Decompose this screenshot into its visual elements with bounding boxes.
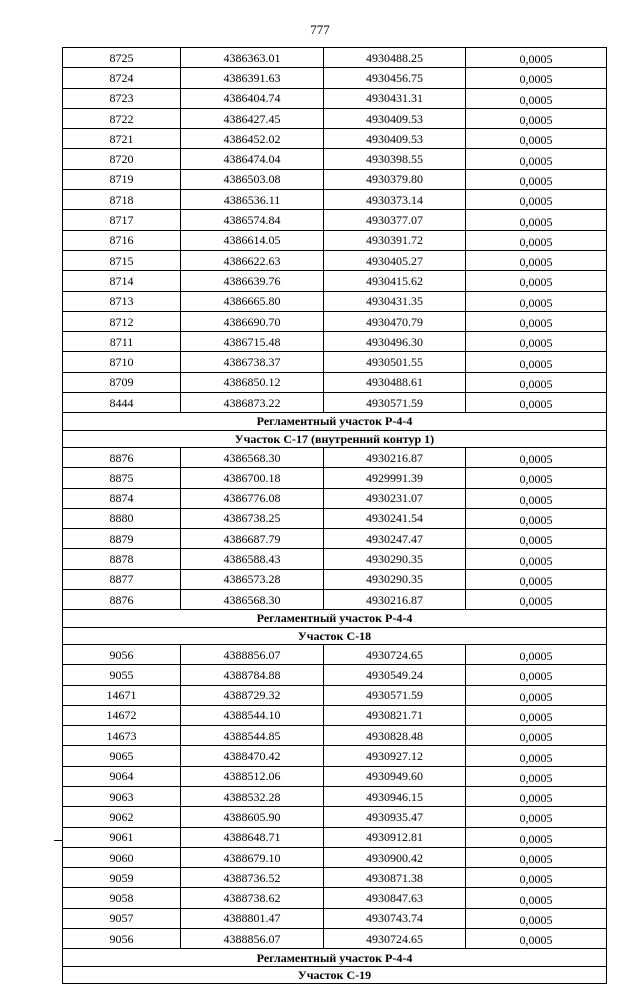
- table-row: [63, 590, 607, 610]
- table-row: [63, 746, 607, 766]
- section-heading: Регламентный участок Р-4-4: [63, 413, 607, 430]
- y-coordinate-cell: 4930935.47: [324, 807, 466, 827]
- y-coordinate-cell: 4930900.42: [324, 847, 466, 867]
- deviation-cell: 0,0005: [466, 271, 607, 291]
- table-row: [63, 488, 607, 508]
- deviation-cell: 0,0005: [466, 311, 607, 331]
- deviation-cell: 0,0005: [466, 868, 607, 888]
- y-coordinate-cell: 4930379.80: [324, 169, 466, 189]
- x-coordinate-cell: 4388856.07: [181, 929, 324, 949]
- y-coordinate-cell: 4930946.15: [324, 786, 466, 806]
- deviation-cell: 0,0005: [466, 108, 607, 128]
- section-heading-row: [63, 430, 607, 447]
- section-heading-row: [63, 413, 607, 430]
- point-number-cell: 8722: [63, 108, 181, 128]
- point-number-cell: 9058: [63, 888, 181, 908]
- y-coordinate-cell: 4930241.54: [324, 508, 466, 528]
- table-row: [63, 665, 607, 685]
- table-row: [63, 372, 607, 392]
- page-number: 777: [310, 22, 330, 37]
- x-coordinate-cell: 4388784.88: [181, 665, 324, 685]
- x-coordinate-cell: 4388801.47: [181, 908, 324, 928]
- x-coordinate-cell: 4386536.11: [181, 190, 324, 210]
- point-number-cell: 8711: [63, 332, 181, 352]
- x-coordinate-cell: 4386474.04: [181, 149, 324, 169]
- table-row: [63, 48, 607, 68]
- deviation-cell: 0,0005: [466, 766, 607, 786]
- table-row: [63, 868, 607, 888]
- table-row: [63, 644, 607, 664]
- deviation-cell: 0,0005: [466, 88, 607, 108]
- y-coordinate-cell: 4930377.07: [324, 210, 466, 230]
- coordinates-table-container: [62, 47, 606, 984]
- point-number-cell: 8709: [63, 372, 181, 392]
- table-row: [63, 230, 607, 250]
- point-number-cell: 8876: [63, 590, 181, 610]
- y-coordinate-cell: 4930571.59: [324, 393, 466, 413]
- y-coordinate-cell: 4930912.81: [324, 827, 466, 847]
- x-coordinate-cell: 4386687.79: [181, 529, 324, 549]
- y-coordinate-cell: 4930405.27: [324, 250, 466, 270]
- x-coordinate-cell: 4386738.25: [181, 508, 324, 528]
- point-number-cell: 9057: [63, 908, 181, 928]
- y-coordinate-cell: 4930549.24: [324, 665, 466, 685]
- deviation-cell: 0,0005: [466, 569, 607, 589]
- deviation-cell: 0,0005: [466, 929, 607, 949]
- table-row: [63, 549, 607, 569]
- deviation-cell: 0,0005: [466, 827, 607, 847]
- y-coordinate-cell: 4930398.55: [324, 149, 466, 169]
- x-coordinate-cell: 4386574.84: [181, 210, 324, 230]
- deviation-cell: 0,0005: [466, 68, 607, 88]
- point-number-cell: 14671: [63, 685, 181, 705]
- y-coordinate-cell: 4930496.30: [324, 332, 466, 352]
- section-heading: Участок С-19: [63, 966, 607, 983]
- x-coordinate-cell: 4388738.62: [181, 888, 324, 908]
- deviation-cell: 0,0005: [466, 908, 607, 928]
- y-coordinate-cell: 4930290.35: [324, 569, 466, 589]
- y-coordinate-cell: 4930470.79: [324, 311, 466, 331]
- coordinates-table: [62, 47, 607, 984]
- table-row: [63, 508, 607, 528]
- x-coordinate-cell: 4386738.37: [181, 352, 324, 372]
- x-coordinate-cell: 4386639.76: [181, 271, 324, 291]
- y-coordinate-cell: 4929991.39: [324, 468, 466, 488]
- x-coordinate-cell: 4386873.22: [181, 393, 324, 413]
- point-number-cell: 9060: [63, 847, 181, 867]
- x-coordinate-cell: 4386665.80: [181, 291, 324, 311]
- table-row: [63, 929, 607, 949]
- x-coordinate-cell: 4386776.08: [181, 488, 324, 508]
- deviation-cell: 0,0005: [466, 508, 607, 528]
- table-row: [63, 271, 607, 291]
- point-number-cell: 8712: [63, 311, 181, 331]
- deviation-cell: 0,0005: [466, 746, 607, 766]
- x-coordinate-cell: 4386391.63: [181, 68, 324, 88]
- table-row: [63, 291, 607, 311]
- table-row: [63, 169, 607, 189]
- point-number-cell: 14672: [63, 705, 181, 725]
- deviation-cell: 0,0005: [466, 705, 607, 725]
- deviation-cell: 0,0005: [466, 169, 607, 189]
- y-coordinate-cell: 4930456.75: [324, 68, 466, 88]
- deviation-cell: 0,0005: [466, 332, 607, 352]
- table-row: [63, 786, 607, 806]
- point-number-cell: 8875: [63, 468, 181, 488]
- table-row: [63, 726, 607, 746]
- x-coordinate-cell: 4386427.45: [181, 108, 324, 128]
- y-coordinate-cell: 4930949.60: [324, 766, 466, 786]
- deviation-cell: 0,0005: [466, 468, 607, 488]
- y-coordinate-cell: 4930391.72: [324, 230, 466, 250]
- deviation-cell: 0,0005: [466, 847, 607, 867]
- section-heading-row: [63, 949, 607, 966]
- x-coordinate-cell: 4386363.01: [181, 48, 324, 68]
- table-row: [63, 68, 607, 88]
- y-coordinate-cell: 4930415.62: [324, 271, 466, 291]
- deviation-cell: 0,0005: [466, 807, 607, 827]
- table-row: [63, 888, 607, 908]
- table-row: [63, 250, 607, 270]
- y-coordinate-cell: 4930216.87: [324, 447, 466, 467]
- section-heading: Регламентный участок Р-4-4: [63, 949, 607, 966]
- deviation-cell: 0,0005: [466, 590, 607, 610]
- y-coordinate-cell: 4930724.65: [324, 929, 466, 949]
- x-coordinate-cell: 4388544.85: [181, 726, 324, 746]
- y-coordinate-cell: 4930290.35: [324, 549, 466, 569]
- x-coordinate-cell: 4388512.06: [181, 766, 324, 786]
- point-number-cell: 9056: [63, 644, 181, 664]
- point-number-cell: 8715: [63, 250, 181, 270]
- x-coordinate-cell: 4386568.30: [181, 590, 324, 610]
- point-number-cell: 8874: [63, 488, 181, 508]
- point-number-cell: 9056: [63, 929, 181, 949]
- x-coordinate-cell: 4386614.05: [181, 230, 324, 250]
- table-row: [63, 705, 607, 725]
- point-number-cell: 8878: [63, 549, 181, 569]
- point-number-cell: 8879: [63, 529, 181, 549]
- y-coordinate-cell: 4930488.61: [324, 372, 466, 392]
- point-number-cell: 8718: [63, 190, 181, 210]
- deviation-cell: 0,0005: [466, 250, 607, 270]
- y-coordinate-cell: 4930373.14: [324, 190, 466, 210]
- x-coordinate-cell: 4388856.07: [181, 644, 324, 664]
- point-number-cell: 9065: [63, 746, 181, 766]
- y-coordinate-cell: 4930724.65: [324, 644, 466, 664]
- section-heading-row: [63, 610, 607, 627]
- y-coordinate-cell: 4930247.47: [324, 529, 466, 549]
- point-number-cell: 8877: [63, 569, 181, 589]
- x-coordinate-cell: 4386850.12: [181, 372, 324, 392]
- y-coordinate-cell: 4930828.48: [324, 726, 466, 746]
- deviation-cell: 0,0005: [466, 129, 607, 149]
- section-heading: Участок С-18: [63, 627, 607, 644]
- margin-tick: [54, 840, 62, 841]
- x-coordinate-cell: 4388679.10: [181, 847, 324, 867]
- table-row: [63, 468, 607, 488]
- table-row: [63, 108, 607, 128]
- y-coordinate-cell: 4930216.87: [324, 590, 466, 610]
- point-number-cell: 8725: [63, 48, 181, 68]
- y-coordinate-cell: 4930501.55: [324, 352, 466, 372]
- x-coordinate-cell: 4386404.74: [181, 88, 324, 108]
- x-coordinate-cell: 4386622.63: [181, 250, 324, 270]
- x-coordinate-cell: 4388532.28: [181, 786, 324, 806]
- deviation-cell: 0,0005: [466, 149, 607, 169]
- x-coordinate-cell: 4386700.18: [181, 468, 324, 488]
- point-number-cell: 8713: [63, 291, 181, 311]
- table-row: [63, 827, 607, 847]
- deviation-cell: 0,0005: [466, 447, 607, 467]
- y-coordinate-cell: 4930927.12: [324, 746, 466, 766]
- table-row: [63, 352, 607, 372]
- deviation-cell: 0,0005: [466, 230, 607, 250]
- x-coordinate-cell: 4388544.10: [181, 705, 324, 725]
- y-coordinate-cell: 4930231.07: [324, 488, 466, 508]
- deviation-cell: 0,0005: [466, 644, 607, 664]
- deviation-cell: 0,0005: [466, 488, 607, 508]
- table-row: [63, 210, 607, 230]
- table-row: [63, 847, 607, 867]
- table-row: [63, 447, 607, 467]
- point-number-cell: 9064: [63, 766, 181, 786]
- x-coordinate-cell: 4386690.70: [181, 311, 324, 331]
- deviation-cell: 0,0005: [466, 291, 607, 311]
- table-row: [63, 685, 607, 705]
- deviation-cell: 0,0005: [466, 786, 607, 806]
- point-number-cell: 9061: [63, 827, 181, 847]
- table-row: [63, 529, 607, 549]
- y-coordinate-cell: 4930743.74: [324, 908, 466, 928]
- deviation-cell: 0,0005: [466, 190, 607, 210]
- table-row: [63, 908, 607, 928]
- deviation-cell: 0,0005: [466, 372, 607, 392]
- point-number-cell: 8723: [63, 88, 181, 108]
- deviation-cell: 0,0005: [466, 549, 607, 569]
- point-number-cell: 8721: [63, 129, 181, 149]
- y-coordinate-cell: 4930431.31: [324, 88, 466, 108]
- y-coordinate-cell: 4930847.63: [324, 888, 466, 908]
- table-row: [63, 766, 607, 786]
- point-number-cell: 8444: [63, 393, 181, 413]
- point-number-cell: 9055: [63, 665, 181, 685]
- deviation-cell: 0,0005: [466, 665, 607, 685]
- x-coordinate-cell: 4386588.43: [181, 549, 324, 569]
- point-number-cell: 8876: [63, 447, 181, 467]
- x-coordinate-cell: 4388736.52: [181, 868, 324, 888]
- x-coordinate-cell: 4386503.08: [181, 169, 324, 189]
- point-number-cell: 9059: [63, 868, 181, 888]
- section-heading-row: [63, 966, 607, 983]
- section-heading-row: [63, 627, 607, 644]
- point-number-cell: 8719: [63, 169, 181, 189]
- y-coordinate-cell: 4930409.53: [324, 129, 466, 149]
- deviation-cell: 0,0005: [466, 352, 607, 372]
- point-number-cell: 8717: [63, 210, 181, 230]
- point-number-cell: 8716: [63, 230, 181, 250]
- x-coordinate-cell: 4388605.90: [181, 807, 324, 827]
- coordinates-table-body: [63, 48, 607, 984]
- x-coordinate-cell: 4386452.02: [181, 129, 324, 149]
- table-row: [63, 332, 607, 352]
- y-coordinate-cell: 4930488.25: [324, 48, 466, 68]
- x-coordinate-cell: 4386715.48: [181, 332, 324, 352]
- point-number-cell: 8714: [63, 271, 181, 291]
- deviation-cell: 0,0005: [466, 726, 607, 746]
- deviation-cell: 0,0005: [466, 393, 607, 413]
- table-row: [63, 569, 607, 589]
- table-row: [63, 88, 607, 108]
- deviation-cell: 0,0005: [466, 48, 607, 68]
- section-heading: Регламентный участок Р-4-4: [63, 610, 607, 627]
- y-coordinate-cell: 4930821.71: [324, 705, 466, 725]
- x-coordinate-cell: 4388648.71: [181, 827, 324, 847]
- point-number-cell: 8720: [63, 149, 181, 169]
- table-row: [63, 190, 607, 210]
- y-coordinate-cell: 4930571.59: [324, 685, 466, 705]
- table-row: [63, 311, 607, 331]
- x-coordinate-cell: 4386568.30: [181, 447, 324, 467]
- deviation-cell: 0,0005: [466, 888, 607, 908]
- x-coordinate-cell: 4386573.28: [181, 569, 324, 589]
- table-row: [63, 129, 607, 149]
- point-number-cell: 8880: [63, 508, 181, 528]
- table-row: [63, 149, 607, 169]
- section-heading: Участок С-17 (внутренний контур 1): [63, 430, 607, 447]
- y-coordinate-cell: 4930431.35: [324, 291, 466, 311]
- deviation-cell: 0,0005: [466, 210, 607, 230]
- deviation-cell: 0,0005: [466, 529, 607, 549]
- point-number-cell: 9063: [63, 786, 181, 806]
- y-coordinate-cell: 4930409.53: [324, 108, 466, 128]
- table-row: [63, 393, 607, 413]
- deviation-cell: 0,0005: [466, 685, 607, 705]
- point-number-cell: 14673: [63, 726, 181, 746]
- point-number-cell: 8724: [63, 68, 181, 88]
- point-number-cell: 8710: [63, 352, 181, 372]
- x-coordinate-cell: 4388729.32: [181, 685, 324, 705]
- point-number-cell: 9062: [63, 807, 181, 827]
- table-row: [63, 807, 607, 827]
- y-coordinate-cell: 4930871.38: [324, 868, 466, 888]
- x-coordinate-cell: 4388470.42: [181, 746, 324, 766]
